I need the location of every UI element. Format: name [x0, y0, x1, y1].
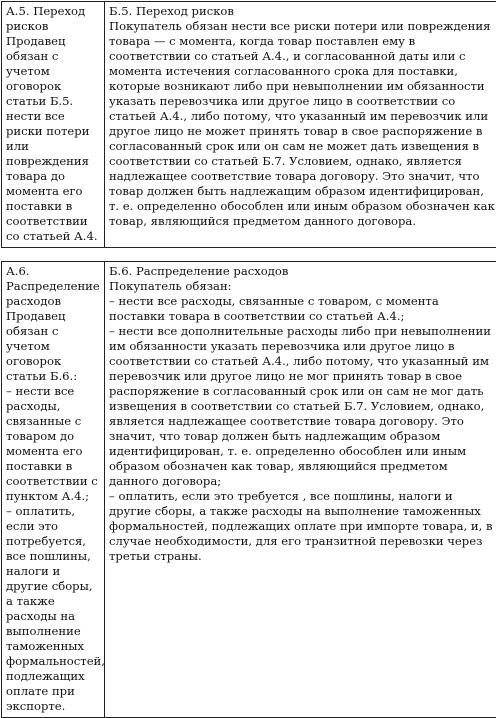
buyer-section-heading: Б.5. Переход рисков: [109, 4, 496, 19]
terms-table-costs: [1, 261, 496, 718]
table-row: [2, 262, 496, 718]
buyer-cost-item: – оплатить, если это требуется , все пошлины, налоги и другие сборы, а также расходы на выполнение таможенных формальностей, подлежащих оплате при импорте товара, и, в случае необходимости, для его транзитной перевозки через третьи страны.: [109, 489, 496, 564]
buyer-obligation-cell: [105, 2, 496, 248]
seller-cost-item: – оплатить, если это потребуется, все пошлины, налоги и другие сборы, а также расходы на выполнение таможенных формальностей, подлежащих оплате при экспорте.: [6, 504, 100, 714]
seller-cost-item: – нести все расходы, связанные с товаром до момента его поставки в соответствии с пунктом А.4.;: [6, 384, 100, 504]
seller-section-heading: А.6. Распределение расходов: [6, 264, 100, 309]
buyer-section-heading: Б.6. Распределение расходов: [109, 264, 496, 279]
table-row: [2, 2, 496, 248]
seller-section-text: Продавец обязан с учетом оговорок статьи Б.5. нести все риски потери или повреждения товара до момента его поставки в соответствии со статьей А.4.: [6, 34, 100, 244]
seller-section-heading: А.5. Переход рисков: [6, 4, 100, 34]
terms-table-risks: [1, 1, 496, 248]
buyer-cost-item: – нести все дополнительные расходы либо при невыполнении им обязанности указать перевозчика или другое лицо в соответствии со статьей А.4., либо потому, что указанный им перевозчик или другое лицо не мог принять товар в свое распоряжение в согласованный срок или он сам не мог дать извещения в соответствии со статьей Б.7. Условием, однако, является надлежащее соответствие товара договору. Это значит, что товар должен быть надлежащим образом идентифицирован, т. е. определенно обособлен или иным образом обозначен как товар, являющийся предметом данного договора;: [109, 324, 496, 489]
buyer-section-text: Покупатель обязан нести все риски потери или повреждения товара — с момента, когда товар поставлен ему в соответствии со статьей А.4., и согласованной даты или с момента истечения согласованного срока для поставки, которые возникают либо при невыполнении им обязанности указать перевозчика или другое лицо в соответствии со статьей А.4., либо потому, что указанный им перевозчик или другое лицо не может принять товар в свое распоряжение в согласованный срок или он сам не может дать извещения в соответствии со статьей Б.7. Условием, однако, является надлежащее соответствие товара договору. Это значит, что товар должен быть надлежащим образом идентифицирован, т. е. определенно обособлен или иным образом обозначен как товар, являющийся предметом данного договора.: [109, 19, 496, 229]
seller-section-intro: Продавец обязан с учетом оговорок статьи Б.6.:: [6, 309, 100, 384]
buyer-section-intro: Покупатель обязан:: [109, 279, 496, 294]
buyer-obligation-cell: [105, 262, 496, 718]
seller-obligation-cell: [2, 262, 105, 718]
buyer-cost-item: – нести все расходы, связанные с товаром, с момента поставки товара в соответствии со статьей А.4.;: [109, 294, 496, 324]
seller-obligation-cell: [2, 2, 105, 248]
